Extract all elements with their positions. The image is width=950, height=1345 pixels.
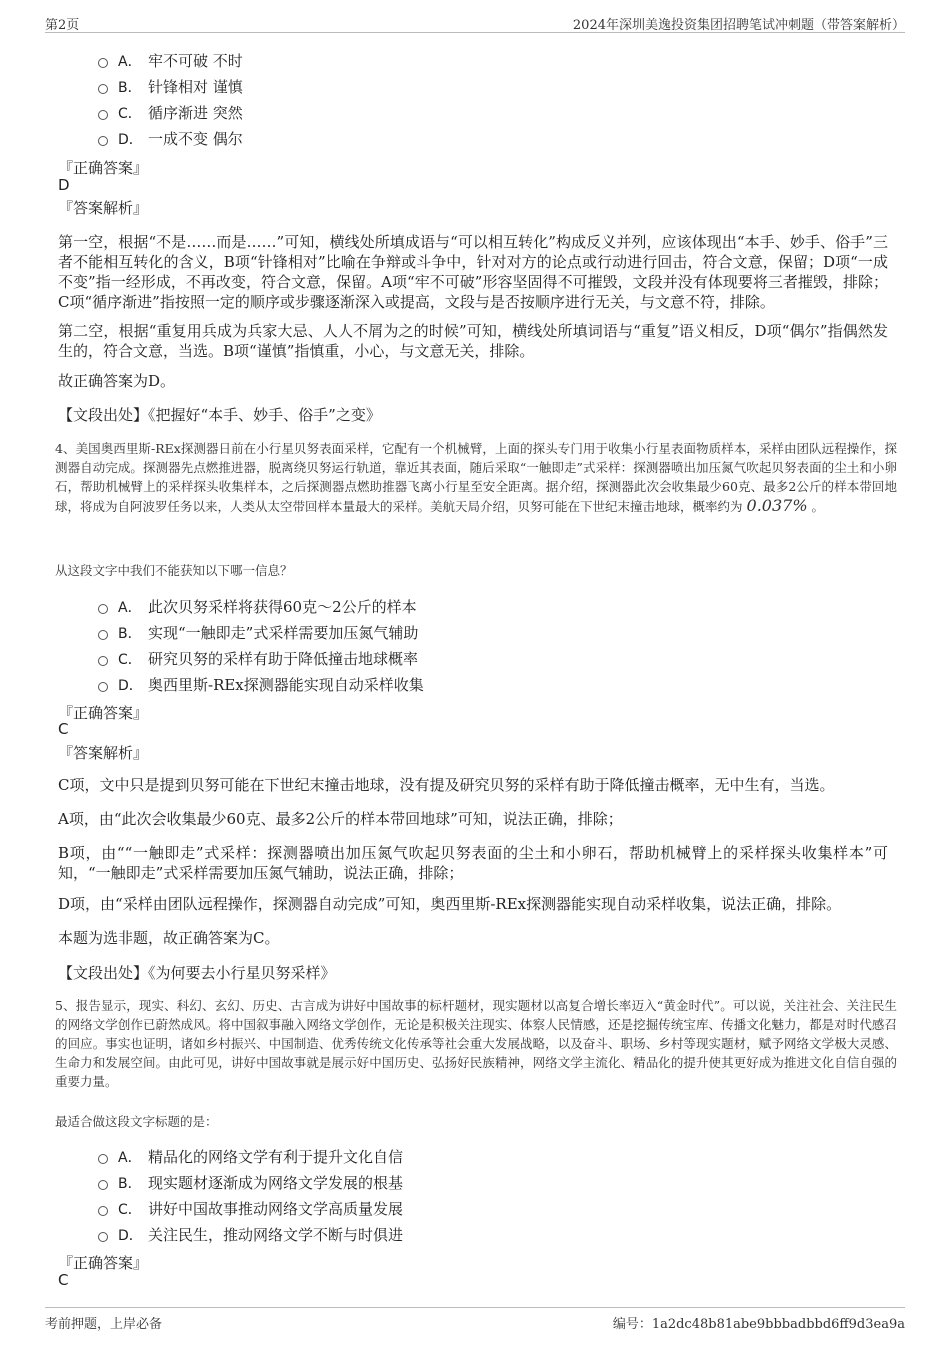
q4-option-b[interactable]: B． 实现“一触即走”式采样需要加压氮气辅助 xyxy=(98,622,418,643)
document-title: 2024年深圳美逸投资集团招聘笔试冲刺题（带答案解析） xyxy=(572,18,905,33)
q5-answer-label: 『正确答案』 xyxy=(58,1254,149,1272)
q3-option-b[interactable]: B． 针锋相对 谨慎 xyxy=(98,76,243,97)
document-id: 编号：1a2dc48b81abe9bbbadbbd6ff9d3ea9a xyxy=(612,1317,905,1332)
q4-source: 【文段出处】《为何要去小行星贝努采样》 xyxy=(58,964,336,982)
q4-option-d[interactable]: D． 奥西里斯-REx探测器能实现自动采样收集 xyxy=(98,674,424,695)
q4-question-text: 4、美国奥西里斯-REx探测器日前在小行星贝努表面采样，它配有一个机械臂，上面的探头专门用于收集小行星表面物质样本，采样由团队远程操作，探测器自动完成。探测器先点燃推进器，脱离绕贝努运行轨道，靠近其表面，随后采取“一触即走”式采样：探测器喷出加压氮气吹起贝努表面的尘土和小卵石，帮助机械臂上的采样探头收集样本，之后探测器点燃助推器飞离小行星至安全距离。据介绍，探测器此次会收集最少60克、最多2公斤的样本带回地球，将成为自阿波罗任务以来，人类从太空带回样本量最大的采样。美航天局介绍，贝努可能在下世纪末撞击地球，概率约为 0.037% 。 xyxy=(55,441,897,515)
radio-icon[interactable] xyxy=(98,110,108,120)
radio-icon[interactable] xyxy=(98,58,108,68)
radio-icon[interactable] xyxy=(98,604,108,614)
footer-slogan: 考前押题，上岸必备 xyxy=(45,1317,163,1332)
q5-option-b[interactable]: B． 现实题材逐渐成为网络文学发展的根基 xyxy=(98,1172,403,1193)
q3-analysis-conclusion: 故正确答案为D。 xyxy=(58,372,176,390)
q4-analysis-c: C项，文中只是提到贝努可能在下世纪末撞击地球，没有提及研究贝努的采样有助于降低撞击概率，无中生有，当选。 xyxy=(58,776,835,794)
q5-option-c[interactable]: C． 讲好中国故事推动网络文学高质量发展 xyxy=(98,1198,403,1219)
q5-option-a[interactable]: A． 精品化的网络文学有利于提升文化自信 xyxy=(98,1146,403,1167)
radio-icon[interactable] xyxy=(98,136,108,146)
header-divider xyxy=(45,32,905,33)
q4-option-a[interactable]: A． 此次贝努采样将获得60克～2公斤的样本 xyxy=(98,596,417,617)
q3-analysis-p2: 第二空，根据“重复用兵成为兵家大忌、人人不屑为之的时候”可知，横线处所填词语与“重复”语义相反，D项“偶尔”指偶然发生的，符合文意，当选。B项“谨慎”指慎重，小心，与文意无关，排除。 xyxy=(58,322,888,360)
radio-icon[interactable] xyxy=(98,1232,108,1242)
q4-option-c[interactable]: C． 研究贝努的采样有助于降低撞击地球概率 xyxy=(98,648,418,669)
q5-option-d[interactable]: D． 关注民生，推动网络文学不断与时俱进 xyxy=(98,1224,403,1245)
q4-analysis-b: B项，由““一触即走”式采样：探测器喷出加压氮气吹起贝努表面的尘土和小卵石，帮助机械臂上的采样探头收集样本”可知，“一触即走”式采样需要加压氮气辅助，说法正确，排除； xyxy=(58,844,888,882)
radio-icon[interactable] xyxy=(98,1206,108,1216)
q5-question-text: 5、报告显示，现实、科幻、玄幻、历史、古言成为讲好中国故事的标杆题材，现实题材以高复合增长率迈入“黄金时代”。可以说，关注社会、关注民生的网络文学创作已蔚然成风。将中国叙事融入网络文学创作，无论是积极关注现实、体察人民情感，还是挖掘传统宝库、传播文化魅力，都是对时代感召的回应。事实也证明，诸如乡村振兴、中国制造、优秀传统文化传承等社会重大发展战略，以及奋斗、职场、乡村等现实题材，赋予网络文学极大灵感、生命力和发展空间。由此可见，讲好中国故事就是展示好中国历史、弘扬好民族精神，网络文学主流化、精品化的提升使其更好成为推进文化自信自强的重要力量。 xyxy=(55,998,897,1089)
q3-source: 【文段出处】《把握好“本手、妙手、俗手”之变》 xyxy=(58,406,381,424)
radio-icon[interactable] xyxy=(98,84,108,94)
q4-analysis-label: 『答案解析』 xyxy=(58,744,149,762)
q4-answer: C xyxy=(58,720,69,738)
q4-answer-label: 『正确答案』 xyxy=(58,704,149,722)
q3-answer-label: 『正确答案』 xyxy=(58,159,149,177)
q4-analysis-a: A项，由“此次会收集最少60克、最多2公斤的样本带回地球”可知，说法正确，排除； xyxy=(58,810,623,828)
q4-analysis-conclusion: 本题为选非题，故正确答案为C。 xyxy=(58,929,280,947)
page-number: 第2页 xyxy=(45,18,80,33)
q4-prompt: 从这段文字中我们不能获知以下哪一信息？ xyxy=(55,563,293,578)
q5-prompt: 最适合做这段文字标题的是： xyxy=(55,1114,218,1129)
radio-icon[interactable] xyxy=(98,682,108,692)
probability-formula: 0.037% xyxy=(746,496,808,515)
q5-answer: C xyxy=(58,1271,69,1289)
q3-analysis-label: 『答案解析』 xyxy=(58,199,149,217)
radio-icon[interactable] xyxy=(98,1180,108,1190)
q3-analysis-p1: 第一空，根据“不是……而是……”可知，横线处所填成语与“可以相互转化”构成反义并列，应该体现出“本手、妙手、俗手”三者不能相互转化的含义，B项“针锋相对”比喻在争辩或斗争中，针对对方的论点或行动进行回击，符合文意，保留；D项“一成不变”指一经形成，不再改变，符合文意，保留。A项“牢不可破”形容坚固得不可摧毁，文段并没有体现要将三者摧毁，排除；C项“循序渐进”指按照一定的顺序或步骤逐渐深入或提高，文段与是否按顺序进行无关，与文意不符，排除。 xyxy=(58,233,888,311)
radio-icon[interactable] xyxy=(98,656,108,666)
footer-divider xyxy=(45,1307,905,1308)
q3-answer: D xyxy=(58,176,70,194)
q3-option-a[interactable]: A． 牢不可破 不时 xyxy=(98,50,243,71)
radio-icon[interactable] xyxy=(98,1154,108,1164)
q4-analysis-d: D项，由“采样由团队远程操作，探测器自动完成”可知，奥西里斯-REx探测器能实现自动采样收集，说法正确，排除。 xyxy=(58,895,842,913)
q3-option-d[interactable]: D． 一成不变 偶尔 xyxy=(98,128,243,149)
q3-option-c[interactable]: C． 循序渐进 突然 xyxy=(98,102,243,123)
radio-icon[interactable] xyxy=(98,630,108,640)
